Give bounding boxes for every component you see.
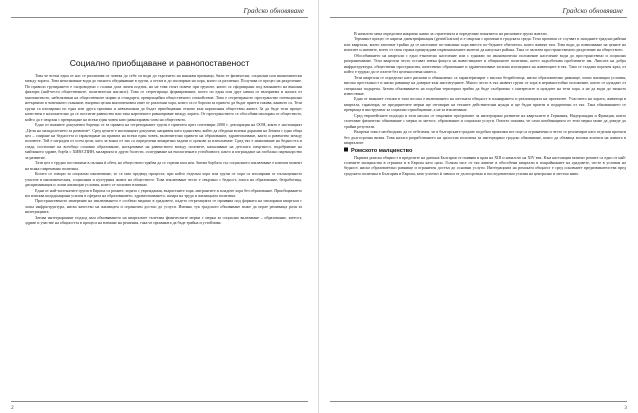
paragraph: Въпреки това е необходимо да се отбележи, че в българските градове подобни практики все още са ограничени и често се реализират като отделни проекти без дългосрочна визия. Това налага разработването на цялостна политика за интегрирано градско обновяване, която да обхваща всички аспекти на живота в кварталите. [344,129,626,146]
running-head: Градско обновяване [243,7,304,15]
paragraph: Това че всеки един от нас се различава от човека до себе си води до търсенето на някакви признаци, били те физически, социални или икономически между хората. Това непознаване води до тяхното обединяване в групи, а оттам и до изолиране на хора, които са различни. Получава се процес на разделение. По правило групирането е съпроводено с голяма доза личен подтик, но не това стоят повече при групите, които са сформирани под влиянието на външни фактори (най-често обществените, политически нагласи). Това се сегрегиращо формирование, което по един или друг начин се възприема и налага от мнозинството, набелязвани на обществените норми и стандарти, превръщайки общественото спокойствие. Това е сегрегираното пространство потенциално нетърпимо в човешкото съзнание, въпреки целия многовековен опит от различни хора, които са се борили за правото да бъдат приети такива, каквито са. Тези групи са изолирани по една или друга причина и невъзможни да бъдат приобщавани отново към нормалния обществен живот. За да бъде този процес качествен е наложително да се постигне равенство или така нареченото равноправие между хората. От пространството се обособява изолиран от обществото, който да е свързан с превръщане на всеки един човек като равноправен член на обществото. [25,73,302,122]
square-bullet-icon [344,148,348,152]
paragraph: Първата ромска общност в пределите на днешна България се появява в края на XIII и началото на XIV век. Към настоящия момент ромите са едно от най-големите малцинства в страната и в Европа като цяло. Голяма част от тях живеят в обособени квартали в покрайнините на градовете, често в условия на бедност, ниско образователно равнище и ограничен достъп до основни услуги. Интеграцията на ромската общност е сред основните предизвикателства пред градската политика в България и Европа, като успехът ѝ зависи от дългосрочни и последователни усилия на централно и местно ниво. [344,154,626,176]
footer-rule [11,401,308,402]
paragraph: Терминът процес се нарича джентрификация (gentrification) и е свързан с промени в градската среда. Тези промени се случват в западните градски райони или квартали, които започват трайно да се населяват по-заможни хора вместо по-бедните обитатели, които живеят там. Това води до повишаване на цените на имотите и наемите, което от своя страна принуждава първоначалните жители да напуснат района. Така се засилва пространственото разделение на обществото. [344,36,626,53]
running-head: Градско обновяване [562,7,623,15]
paragraph: Тези квартали се определят като рискови и обикновено са характеризират с висока безработица, ниско образователно равнище, лоши жилищни условия, висока престъпност и ниско равнище на доверие към институциите. Много често в тях живеят групи от хора в неравностойно положение, които се нуждаят от специална подкрепа. Затова обновяването на подобни територии трябва да бъде съобразено с интересите и нуждите на тези хора, а не да води до тяхното изместване. [344,74,626,96]
paragraph: Едно от важните документи борещи се за правата на сегрегираните групи е приетата през септември 2000 г. декларация на ООН, която е настоящият „Цели на хилядолетието за развитие“. Сред целите е настоящият документ, направен като единствен, който да обедини всички държави на Земята с една обща цел – спиране на бедността и гарантиране на правата на всеки един човек, включително правото на образование, здравеопазване, както и равенство между половете. Той е изграден от осем цели, като за всяка от тях са определени конкретни задачи и срокове за изпълнение. Сред тях е намаляване на бедността и глада, постигане на всеобщо основно образование, насърчаване на равенството между половете, намаляване на детската смъртност, подобряване на майчиното здраве, борба с ХИВ/СПИН, маларията и други болести, осигуряване на екологичната устойчивост, както и изграждане на глобално партньорство за развитие. [25,122,302,160]
footer-rule [330,401,627,402]
body-text [344,31,626,391]
paragraph: Едни от най-засегнатите групи в Европа са ромите, хората с увреждания, възрастните хора, мигрантите и младите хора без образование. Приобщаването им изисква координирани усилия в сферата на образованието, здравеопазването, пазара на труда и жилищната политика. [25,187,302,198]
paragraph: Когато се говори за социално изключване, то се има предвид процесът, при който отделни хора или групи от хора са изолирани от пълноценното участие в икономическия, социалния и културния живот на обществото. Това изключване често е свързано с бедност, липса на образование, безработица, дискриминация и лоши жилищни условия, които се засилват взаимно. [25,171,302,188]
header-rule [330,17,627,18]
page-number: 3 [624,405,627,411]
section-heading-text: Ромското малцинство [351,147,413,154]
paragraph: Тази цел е трудно постижима в пълния ѝ обем, но обществото трябва да се стреми към нея. Затова борбата със социалното изключване е ключов момент на всяка съвременна политика. [25,160,302,171]
right-page [319,0,638,413]
page-number: 2 [11,405,14,411]
paragraph: В началото нека определим накратко какво за стратегията и определяне понятието на рисковите групи жители. [354,31,548,36]
paragraph: Затова интегрираният подход към обновяването на кварталите съчетава физическите мерки с мерки за социално включване – образование, заетост, здраве и участие на общността в процеса на вземане на решения, така че промяната да бъде трайна и устойчива. [25,214,302,226]
paragraph: Пространственото измерение на изключването е особено видимо в градовете, където сегрегацията се проявява под формата на изолирани квартали с лоша инфраструктура, ниско качество на жилищата и ограничен достъп до услуги. Именно тук градското обновяване може да играе решаваща роля за интеграцията. [25,198,302,215]
section-heading [344,148,626,154]
paragraph: Обособяването на квартали с едно етническо население или с еднакво по икономическо положение население води до пространствено и социално разграничаване. Тези квартали често остават извън фокуса на инвестициите и общинските политики, което задълбочава проблемите им. Липсата на добра инфраструктура, обществени пространства, качествено образование и здравеопазване засилва изолацията на живеещите в тях. Така се създава порочен кръг, от който е трудно да се излезе без целенасочена намеса. [344,52,626,75]
paragraph: Сред европейските подходи в тази насока се открояват програмите за интегрирано развитие на кварталите в Германия, Нидерландия и Франция, които съчетават физическо обновяване с мерки за заетост, образование и социални услуги. Опитът показва, че само комбинацията от тези мерки може да доведе до трайни резултати. [344,112,626,129]
page-title: Социално приобщаване и равнопоставеност [69,58,250,68]
body-text [25,73,302,377]
paragraph: Една от важните стъпки в тази посока е включването на местната общност в планирането и реализацията на проектите. Участието на хората, живеещи в квартала, гарантира, че предприетите мерки ще отговарят на техните действителни нужди и ще бъдат приети и подкрепени от тях. Така обновяването се превръща в инструмент за социално приобщаване, а не за изключване. [344,96,626,113]
header-rule [11,17,308,18]
